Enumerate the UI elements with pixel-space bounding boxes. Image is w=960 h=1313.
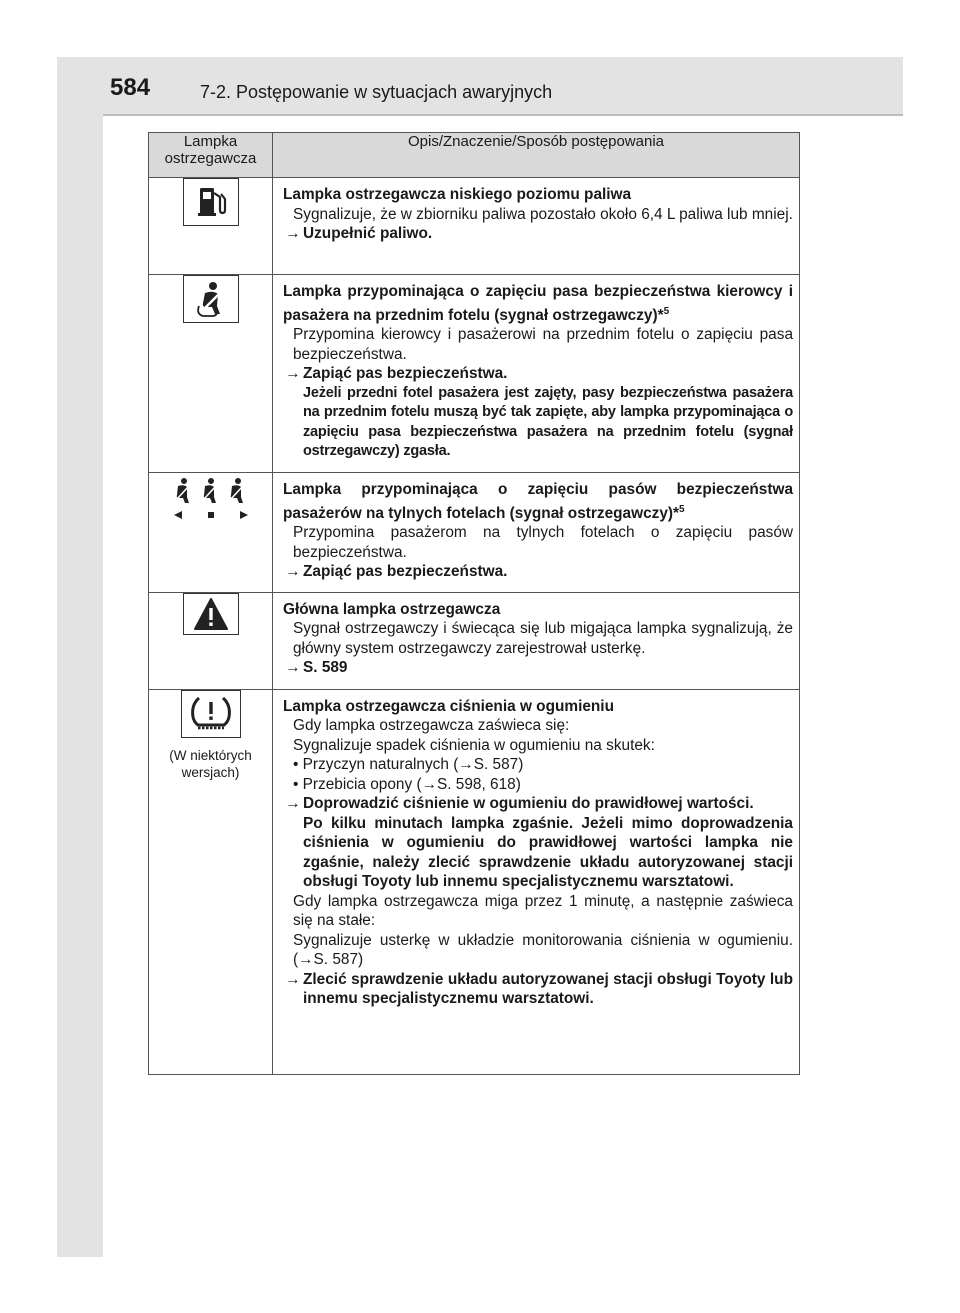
action-text: Zapiąć pas bezpieczeństwa. <box>303 563 508 581</box>
arrow-right-icon: → <box>285 225 301 242</box>
lamp-description <box>273 275 800 473</box>
side-band <box>57 57 103 1257</box>
lamp-cell <box>149 689 273 1074</box>
col-desc-header: Opis/Znaczenie/Sposób postępowania <box>273 133 800 178</box>
arrow-right-icon: → <box>285 365 301 383</box>
page-number: 584 <box>110 74 151 101</box>
table-header-row <box>149 133 800 178</box>
lamp-body: Przypomina pasażerom na tylnych fotelach o zapięciu pasów bezpieczeństwa. <box>293 524 793 561</box>
arrow-right-icon: → <box>298 951 314 969</box>
availability-note: (W niektórych wersjach) <box>169 747 252 780</box>
action-line <box>283 970 793 1009</box>
tire-pressure-icon <box>181 690 241 738</box>
table-row <box>149 689 800 1074</box>
arrow-right-icon: → <box>458 756 474 774</box>
condition-text: Gdy lampka ostrzegawcza zaświeca się: <box>293 717 570 735</box>
warning-lamp-table <box>148 132 800 1075</box>
action-text: Doprowadzić ciśnienie w ogumieniu do prawidłowej wartości. <box>303 795 754 813</box>
lamp-title: Lampka ostrzegawcza niskiego poziomu paliwa <box>283 186 632 203</box>
action-line <box>283 562 793 582</box>
arrow-right-icon: → <box>285 659 301 677</box>
action-text: Zlecić sprawdzenie układu autoryzowanej stacji obsługi Toyoty lub innemu specjalistycznemu warsztatowi. <box>303 970 793 1008</box>
lamp-body: Sygnał ostrzegawczy i świecąca się lub migająca lampka sygnalizują, że główny system ostrzegawczy zarejestrował usterkę. <box>293 620 793 657</box>
condition-text: Gdy lampka ostrzegawcza miga przez 1 minutę, a następnie zaświeca się na stałe: <box>293 892 793 930</box>
lamp-description <box>273 178 800 275</box>
arrow-right-icon: → <box>285 970 301 988</box>
lamp-body: Sygnalizuje, że w zbiorniku paliwa pozostało około 6,4 L paliwa lub mniej. <box>293 205 793 223</box>
master-warning-icon <box>183 593 239 635</box>
chapter-title: 7-2. Postępowanie w sytuacjach awaryjnych <box>200 82 553 102</box>
bullet-item: • Przyczyn naturalnych (→S. 587) <box>293 756 524 774</box>
action-text: Zapiąć pas bezpieczeństwa. <box>303 365 508 383</box>
lamp-title: Główna lampka ostrzegawcza <box>283 600 501 618</box>
arrow-right-icon: → <box>285 795 301 813</box>
arrow-right-icon: → <box>421 775 437 793</box>
lamp-description <box>273 473 800 593</box>
action-note: Po kilku minutach lampka zgaśnie. Jeżeli mimo doprowadzenia ciśnienia w ogumieniu do prawidłowej wartości lampka nie zgaśnie, należy zlecić sprawdzenie układu autoryzowanej stacji obsługi Toyoty lub innemu specjalistycznemu warsztatowi. <box>303 814 793 891</box>
table-row <box>149 592 800 689</box>
action-line <box>283 364 793 384</box>
col-lamp-header: Lampka ostrzegawcza <box>149 133 273 178</box>
lamp-body: Przypomina kierowcy i pasażerowi na przednim fotelu o zapięciu pasa bezpieczeństwa. <box>293 326 793 363</box>
lamp-cell <box>149 592 273 689</box>
lamp-title: Lampka przypominająca o zapięciu pasów bezpieczeństwa pasażerów na tylnych fotelach (sygnał ostrzegawczy)*$^5$ <box>283 481 793 522</box>
fuel-pump-icon <box>183 178 239 226</box>
action-note: Jeżeli przedni fotel pasażera jest zajęty, pasy bezpieczeństwa pasażera na przednim fotelu muszą być tak zapięte, aby lampka przypominająca o zapięciu pasa bezpieczeństwa pasażera na przednim fotelu (sygnał ostrzegawczy) zgasła. <box>303 384 793 460</box>
action-line <box>283 658 793 678</box>
lamp-body: Sygnalizuje usterkę w układzie monitorowania ciśnienia w ogumieniu. (→S. 587) <box>293 931 793 969</box>
seatbelt-rear-icon <box>168 473 254 528</box>
table-row <box>149 275 800 473</box>
table-row <box>149 473 800 593</box>
page-reference: S. 589 <box>303 659 348 677</box>
lamp-cell <box>149 178 273 275</box>
lamp-title: Lampka ostrzegawcza ciśnienia w ogumieniu <box>283 697 614 715</box>
arrow-right-icon: → <box>285 563 301 581</box>
header-divider <box>103 114 903 116</box>
bullet-item: • Przebicia opony (→S. 598, 618) <box>293 775 521 793</box>
lamp-description <box>273 689 800 1074</box>
action-text: Uzupełnić paliwo. <box>303 225 433 242</box>
lamp-cell <box>149 275 273 473</box>
action-line <box>283 794 793 814</box>
lamp-body: Sygnalizuje spadek ciśnienia w ogumieniu na skutek: <box>293 736 655 754</box>
seatbelt-front-icon <box>183 275 239 323</box>
lamp-title: Lampka przypominająca o zapięciu pasa bezpieczeństwa kierowcy i pasażera na przednim fotelu (sygnał ostrzegawczy)*$^5$ <box>283 283 793 324</box>
action-line <box>283 224 793 244</box>
lamp-description <box>273 592 800 689</box>
table-row <box>149 178 800 275</box>
lamp-cell <box>149 473 273 593</box>
